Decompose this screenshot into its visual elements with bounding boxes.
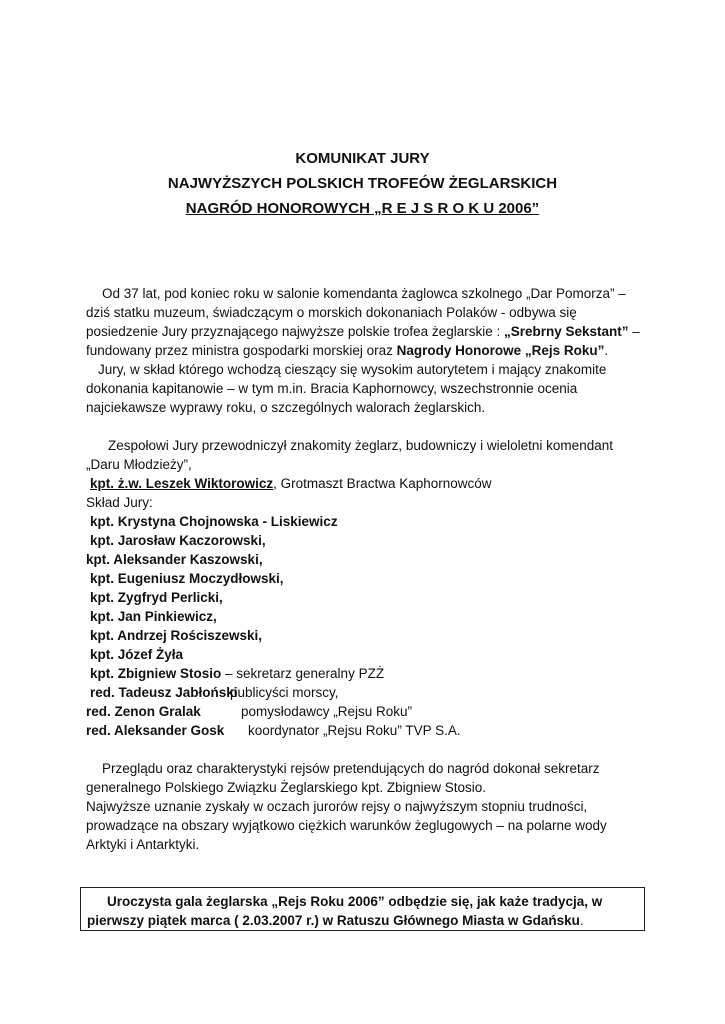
jury-editor-name: red. Zenon Gralak: [86, 704, 201, 719]
intro-p1-end: .: [604, 343, 609, 358]
announcement-text: Uroczysta gala żeglarska „Rejs Roku 2006” odbędzie się, jak każe tradycja, w pierwszy piątek marca ( 2.03.2007 r.) w Ratuszu Głównego Miasta w Gdańsku: [87, 894, 603, 928]
jury-member-name: kpt. Krystyna Chojnowska - Liskiewicz: [90, 514, 338, 529]
jury-member: [86, 512, 646, 531]
header-line-2: NAJWYŻSZYCH POLSKICH TROFEÓW ŻEGLARSKICH: [167, 175, 558, 192]
jury-member: [86, 626, 646, 645]
jury-editor-role: pomysłodawcy „Rejsu Roku”: [241, 704, 413, 719]
spacer: [86, 740, 646, 759]
jury-member: [86, 588, 646, 607]
rejs-roku-label: Nagrody Honorowe „Rejs Roku”: [396, 343, 605, 358]
jury-member-name: kpt. Józef Żyła: [90, 647, 184, 662]
jury-member: [86, 607, 646, 626]
jury-member-name: kpt. Zygfryd Perlicki,: [90, 590, 223, 605]
srebrny-sekstant-label: „Srebrny Sekstant”: [503, 324, 629, 339]
intro-p1-mid: – fundowany przez ministra gospodarki morskiej oraz: [86, 324, 640, 358]
header-line-1: KOMUNIKAT JURY: [295, 150, 430, 167]
jury-editor-name: red. Tadeusz Jabłoński: [90, 685, 238, 700]
document-body: [86, 284, 646, 854]
jury-member: [86, 645, 646, 664]
jury-editor: [86, 683, 646, 702]
intro-p1-text: Od 37 lat, pod koniec roku w salonie komendanta żaglowca szkolnego „Dar Pomorza” – dziś statku muzeum, świadczącym o morskich dokonaniach Polaków - odbywa się posiedzenie Jury przyznającego najwyższe polskie trofea żeglarskie :: [86, 286, 626, 339]
announcement-box: [80, 887, 645, 931]
jury-member-name: kpt. Eugeniusz Moczydłowski,: [90, 571, 284, 586]
jury-member-name: kpt. Jan Pinkiewicz,: [90, 609, 217, 624]
jury-member-name: kpt. Zbigniew Stosio: [90, 666, 222, 681]
jury-editor: [86, 702, 646, 721]
intro-paragraph-1: [86, 284, 646, 360]
jury-member-name: kpt. Andrzej Rościszewski,: [90, 628, 263, 643]
jury-member: [86, 531, 646, 550]
jury-chair-name: kpt. ż.w. Leszek Wiktorowicz: [90, 476, 274, 491]
header-line-3: NAGRÓD HONOROWYCH „R E J S R O K U 2006”: [185, 200, 540, 217]
announcement-end: .: [579, 913, 584, 928]
jury-member-name: kpt. Jarosław Kaczorowski,: [90, 533, 266, 548]
jury-editors-list: [86, 683, 646, 740]
review-paragraph-2: Najwyższe uznanie zyskały w oczach jurorów rejsy o najwyższym stopniu trudności, prowadzące na obszary wyjątkowo ciężkich warunków żeglugowych – na polarne wody Arktyki i Antarktyki.: [86, 799, 607, 852]
jury-member: [86, 569, 646, 588]
jury-member: [86, 550, 646, 569]
review-paragraph-1: Przeglądu oraz charakterystyki rejsów pretendujących do nagród dokonał sekretarz generalnego Polskiego Związku Żeglarskiego kpt. Zbigniew Stosio.: [86, 761, 600, 795]
jury-member-role: – sekretarz generalny PZŻ: [221, 666, 385, 681]
jury-members-list: [86, 512, 646, 683]
jury-member: [86, 664, 646, 683]
jury-chair-line: [86, 474, 646, 493]
jury-composition-label: Skład Jury:: [86, 495, 153, 510]
jury-editor: [86, 721, 646, 740]
jury-member-name: kpt. Aleksander Kaszowski,: [86, 552, 263, 567]
jury-editor-role: publicyści morscy,: [230, 685, 339, 700]
jury-chair-title: , Grotmaszt Bractwa Kaphornowców: [273, 476, 492, 491]
document-header: [0, 146, 725, 221]
jury-editor-role: koordynator „Rejsu Roku” TVP S.A.: [248, 723, 461, 738]
jury-chair-intro: Zespołowi Jury przewodniczył znakomity żeglarz, budowniczy i wieloletni komendant „Daru Młodzieży”,: [86, 438, 613, 472]
jury-editor-name: red. Aleksander Gosk: [86, 723, 225, 738]
spacer: [86, 417, 646, 436]
intro-paragraph-2: Jury, w skład którego wchodzą cieszący się wysokim autorytetem i mający znakomite dokonania kapitanowie – w tym m.in. Bracia Kaphornowcy, wszechstronnie ocenia najciekawsze wyprawy roku, o szczególnych walorach żeglarskich.: [86, 362, 607, 415]
